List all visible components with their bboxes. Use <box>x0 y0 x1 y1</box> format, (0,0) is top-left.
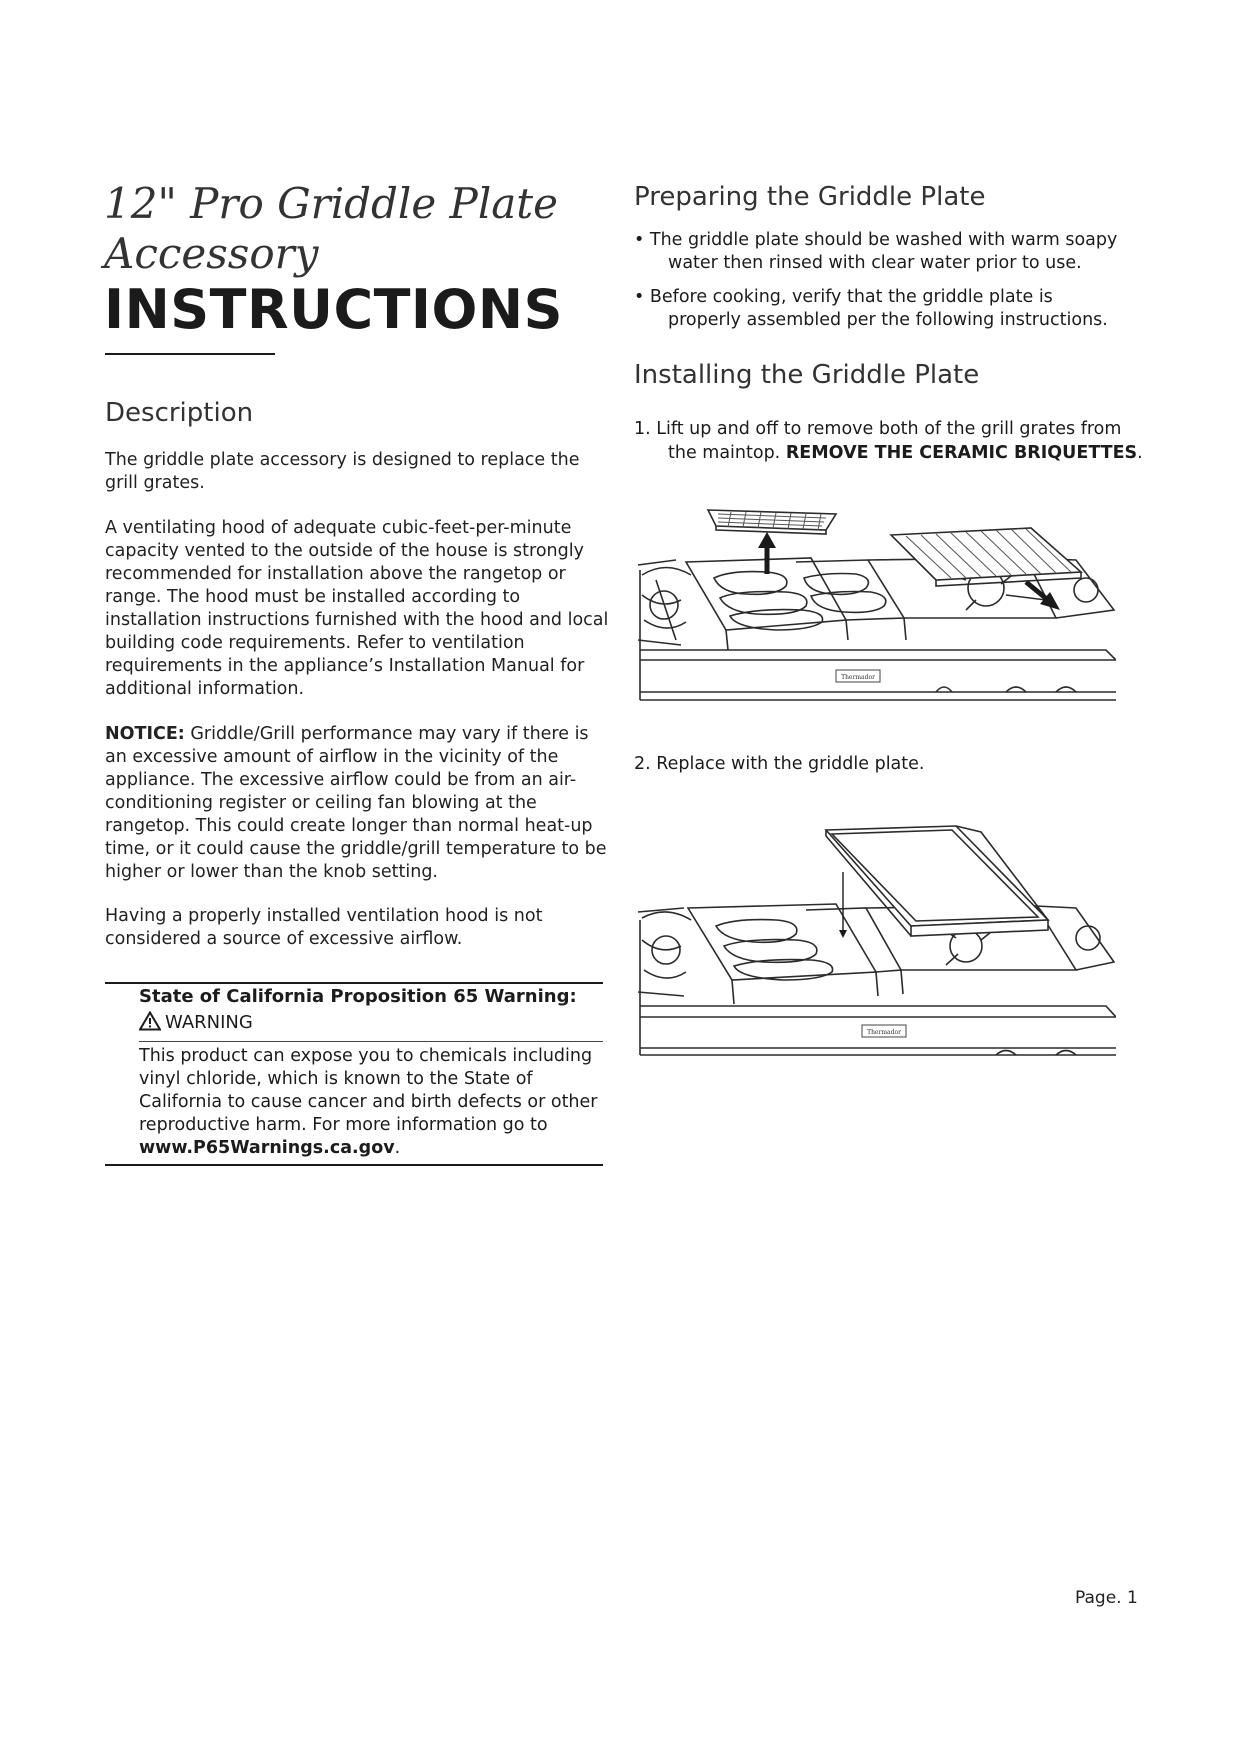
preparing-bullet-2-line-2: properly assembled per the following instructions. <box>668 310 1108 330</box>
prop65-title: State of California Proposition 65 Warning: <box>139 986 577 1007</box>
install-step-1 <box>634 417 1194 465</box>
warning-inner-rule <box>139 1041 603 1042</box>
brand-badge-text: Thermador <box>841 674 875 681</box>
lifted-grill-grate <box>708 510 836 534</box>
grill-burner-section <box>686 558 906 650</box>
lift-up-arrow <box>758 532 776 574</box>
p65-link[interactable]: www.P65Warnings.ca.gov <box>139 1138 395 1158</box>
preparing-bullet-1 <box>634 229 1154 275</box>
install-step-1-line-1: 1. Lift up and off to remove both of the grill grates from <box>634 419 1122 439</box>
installing-heading: Installing the Griddle Plate <box>634 360 980 390</box>
illustration-remove-grates <box>636 500 1116 725</box>
title-rule <box>105 353 275 355</box>
warning-text <box>139 1045 609 1160</box>
left-burner-grate-2 <box>638 908 691 996</box>
notice-text: Griddle/Grill performance may vary if there is an excessive amount of airflow in the vicinity of the appliance. The excessive airflow could be from an air-conditioning register or ceiling fan blowing at the rangetop. This could create longer than normal heat-up time, or it could cause the griddle/grill temperature to be higher or lower than the knob setting. <box>105 724 607 882</box>
place-down-arrow <box>839 872 847 938</box>
title-line-1: 12" Pro Griddle Plate <box>104 179 559 228</box>
remove-briquettes-emphasis: REMOVE THE CERAMIC BRIQUETTES <box>785 443 1138 463</box>
warning-body: This product can expose you to chemicals including vinyl chloride, which is known to the State of California to cause cancer and birth defects or other reproductive harm. For more information go to <box>139 1046 598 1135</box>
illustration-install-griddle <box>636 820 1116 1080</box>
preparing-bullet-2-line-1: • Before cooking, verify that the griddle plate is <box>634 287 1053 307</box>
warning-label: WARNING <box>165 1012 253 1033</box>
preparing-bullet-1-line-1: • The griddle plate should be washed with warm soapy <box>634 230 1118 250</box>
left-burner-grate <box>638 560 691 645</box>
warning-triangle-icon <box>139 1011 161 1031</box>
description-heading: Description <box>105 398 254 428</box>
grill-burner-section-2 <box>688 904 903 1004</box>
title-line-2: Accessory <box>104 229 319 278</box>
title-instructions: INSTRUCTIONS <box>104 278 563 341</box>
warning-bottom-rule <box>105 1164 603 1166</box>
warning-label-row <box>139 1010 609 1036</box>
preparing-bullet-1-line-2: water then rinsed with clear water prior to use. <box>668 253 1082 273</box>
install-step-1-line-2: the maintop. REMOVE THE CERAMIC BRIQUETTES. <box>668 443 1143 463</box>
page-number: Page. 1 <box>1075 1588 1138 1608</box>
install-step-2: 2. Replace with the griddle plate. <box>634 754 925 774</box>
brand-badge-2-text: Thermador <box>867 1029 901 1036</box>
slide-off-arrow <box>1026 582 1060 610</box>
warning-period: . <box>394 1138 401 1158</box>
notice-paragraph <box>105 723 610 884</box>
preparing-bullet-2 <box>634 286 1154 332</box>
description-paragraph-2: A ventilating hood of adequate cubic-feet-per-minute capacity vented to the outside of the house is strongly recommended for installation above the rangetop or range. The hood must be installed according to installation instructions furnished with the hood and local building code requirements. Refer to ventilation requirements in the appliance’s Installation Manual for additional information. <box>105 518 609 699</box>
description-paragraph-4: Having a properly installed ventilation hood is not considered a source of excessive airflow. <box>105 906 543 949</box>
preparing-heading: Preparing the Griddle Plate <box>634 182 986 212</box>
description-paragraph-1: The griddle plate accessory is designed to replace the grill grates. <box>105 450 580 493</box>
sliding-grill-grate <box>891 528 1081 586</box>
notice-label: NOTICE: <box>105 724 185 744</box>
griddle-plate <box>826 826 1048 936</box>
